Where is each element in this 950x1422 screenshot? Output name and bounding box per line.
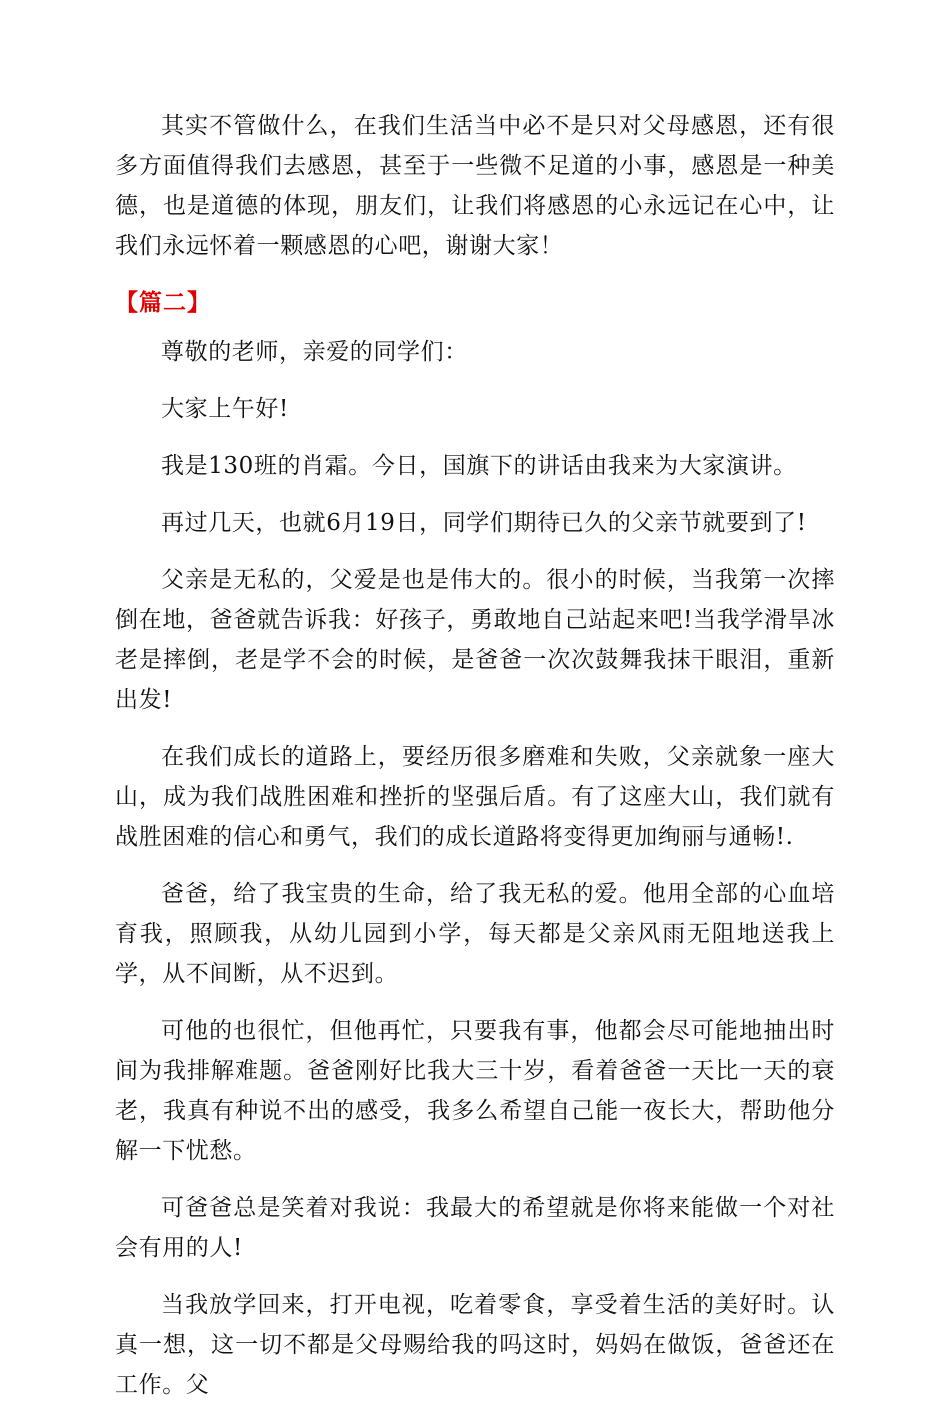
intro-paragraph: 其实不管做什么，在我们生活当中必不是只对父母感恩，还有很多方面值得我们去感恩，甚至于一些微不足道的小事，感恩是一种美德，也是道德的体现，朋友们，让我们将感恩的心永远记在心中，让我们永远怀着一颗感恩的心吧，谢谢大家！ [115,113,835,259]
section-heading: 【篇二】 [115,290,211,316]
paragraph-growth-road: 在我们成长的道路上，要经历很多磨难和失败，父亲就象一座大山，成为我们战胜困难和挫折的坚强后盾。有了这座大山，我们就有战胜困难的信心和勇气，我们的成长道路将变得更加绚丽与通畅!. [115,744,835,850]
paragraph-fathers-hope: 可爸爸总是笑着对我说：我最大的希望就是你将来能做一个对社会有用的人! [115,1195,835,1261]
document-body [115,106,835,1422]
paragraph-selfless-father: 父亲是无私的，父爱是也是伟大的。很小的时候，当我第一次摔倒在地，爸爸就告诉我：好孩子，勇敢地自己站起来吧!当我学滑旱冰老是摔倒，老是学不会的时候，是爸爸一次次鼓舞我抹干眼泪，重新出发! [115,567,835,713]
paragraph-after-school: 当我放学回来，打开电视，吃着零食，享受着生活的美好时。认真一想，这一切不都是父母赐给我的吗这时，妈妈在做饭，爸爸还在工作。父 [115,1292,835,1398]
paragraph-introduction: 我是130班的肖霜。今日，国旗下的讲话由我来为大家演讲。 [161,453,797,479]
paragraph-greeting: 尊敬的老师，亲爱的同学们： [161,339,468,365]
paragraph-busy-father: 可他的也很忙，但他再忙，只要我有事，他都会尽可能地抽出时间为我排解难题。爸爸刚好比我大三十岁，看着爸爸一天比一天的衰老，我真有种说不出的感受，我多么希望自己能一夜长大，帮助他分解一下忧愁。 [115,1018,835,1164]
paragraph-good-morning: 大家上午好! [161,396,289,422]
paragraph-fathers-day: 再过几天，也就6月19日，同学们期待已久的父亲节就要到了! [161,510,807,536]
paragraph-precious-life: 爸爸，给了我宝贵的生命，给了我无私的爱。他用全部的心血培育我，照顾我，从幼儿园到小学，每天都是父亲风雨无阻地送我上学，从不间断，从不迟到。 [115,881,835,987]
